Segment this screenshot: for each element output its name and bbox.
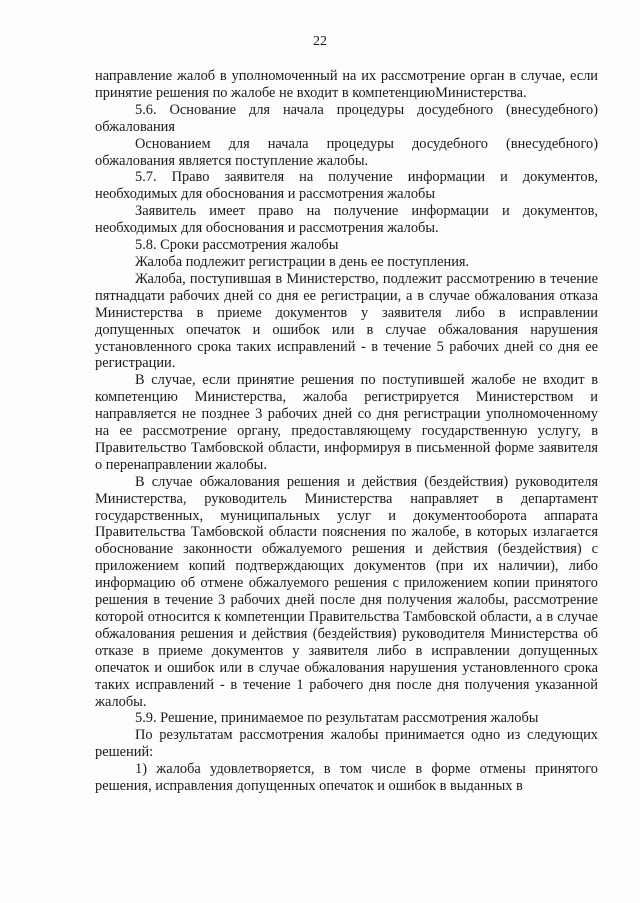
paragraph: Основанием для начала процедуры досудебного (внесудебного) обжалования является поступление жалобы. [95,135,598,169]
paragraph-continuation: направление жалоб в уполномоченный на их рассмотрение орган в случае, если принятие решения по жалобе не входит в компетенциюМинистерства. [95,68,598,101]
page-number: 22 [313,34,327,49]
list-item: 1) жалоба удовлетворяется, в том числе в форме отмены принятого решения, исправления допущенных опечаток и ошибок в выданных в [95,761,598,795]
section-heading-5-9: 5.9. Решение, принимаемое по результатам рассмотрения жалобы [135,710,539,727]
section-heading-5-7: 5.7. Право заявителя на получение информации и документов, необходимых для обоснования и рассмотрения жалобы [95,169,598,203]
section-heading-5-8: 5.8. Сроки рассмотрения жалобы [135,237,339,254]
paragraph: Жалоба, поступившая в Министерство, подлежит рассмотрению в течение пятнадцати рабочих дней со дня ее регистрации, а в случае обжалования отказа Министерства в приеме документов у заявителя либо в исправлении допущенных опечаток и ошибок или в случае обжалования нарушения установленного срока таких исправлений - в течение 5 рабочих дней со дня ее регистрации. [95,270,598,372]
page-body [95,68,598,795]
paragraph: Жалоба подлежит регистрации в день ее поступления. [135,253,470,270]
paragraph: Заявитель имеет право на получение информации и документов, необходимых для обоснования и рассмотрения жалобы. [95,203,598,237]
paragraph: В случае, если принятие решения по поступившей жалобе не входит в компетенцию Министерства, жалоба регистрируется Министерством и направляется не позднее 3 рабочих дней со дня регистрации уполномоченному на ее рассмотрение органу, предоставляющему государственную услугу, в Правительство Тамбовской области, информируя в письменной форме заявителя о перенаправлении жалобы. [95,372,598,473]
paragraph: В случае обжалования решения и действия (бездействия) руководителя Министерства, руководитель Министерства направляет в департамент государственных, муниципальных услуг и документооборота аппарата Правительства Тамбовской области пояснения по жалобе, в которых излагается обоснование законности обжалуемого решения и действия (бездействия) с приложением копий подтверждающих документов (при их наличии), либо информацию об отмене обжалуемого решения с приложением копии принятого решения в течение 3 рабочих дней после дня получения жалобы, рассмотрение которой относится к компетенции Правительства Тамбовской области, а в случае обжалования решения и действия (бездействия) руководителя Министерства об отказе в приеме документов у заявителя либо в исправлении допущенных опечаток и ошибок или в случае обжалования нарушения установленного срока таких исправлений - в течение 1 рабочего дня после дня получения указанной жалобы. [95,473,598,710]
section-heading-5-6: 5.6. Основание для начала процедуры досудебного (внесудебного) обжалования [95,101,598,135]
paragraph: По результатам рассмотрения жалобы принимается одно из следующих решений: [95,727,598,761]
